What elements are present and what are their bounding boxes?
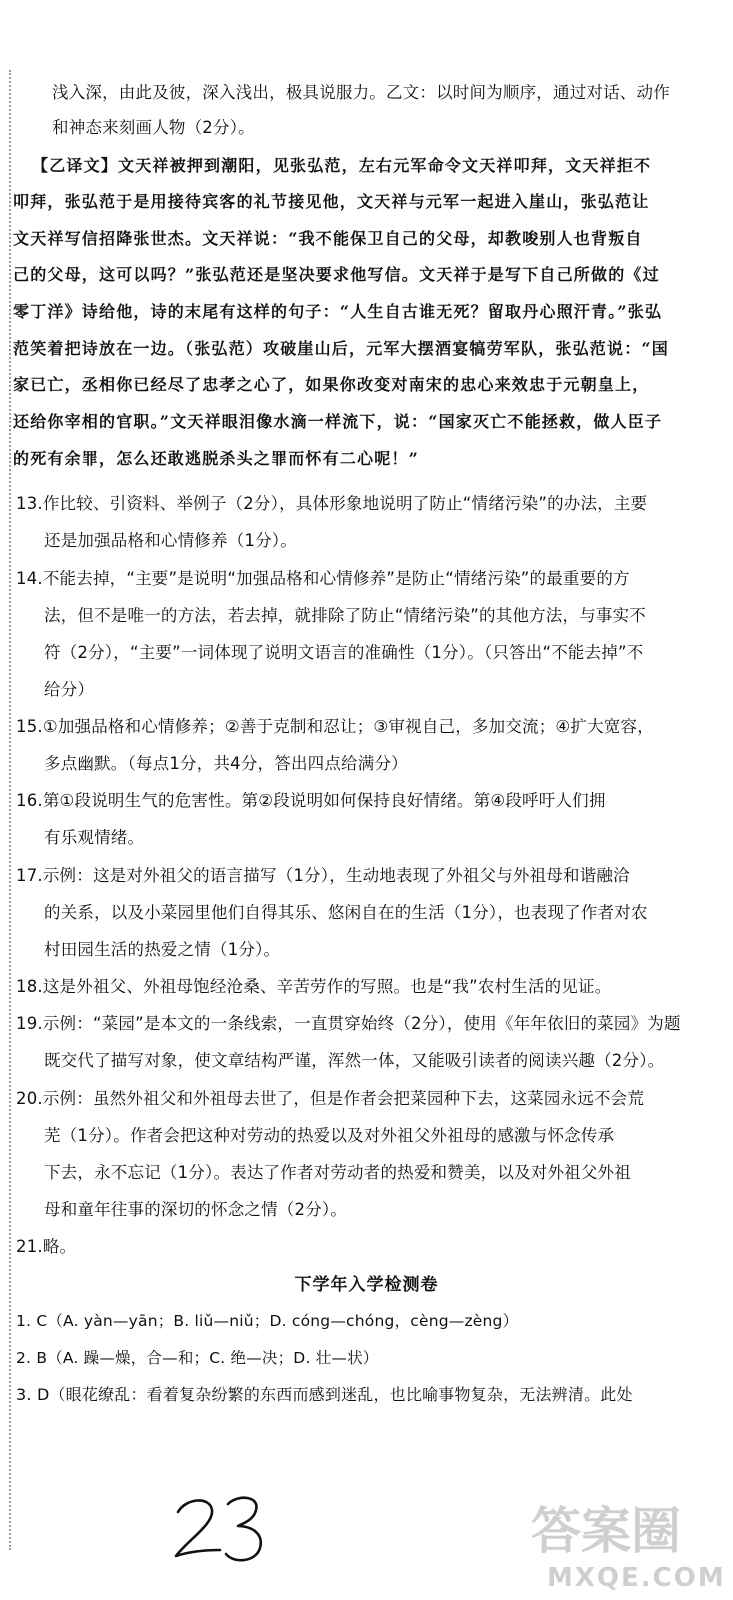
handwritten-page-number	[168, 1490, 278, 1570]
translation-line-7: 家已亡，丞相你已经尽了忠孝之心了，如果你改变对南宋的忠心来效忠于元朝皇上，	[13, 375, 650, 394]
translation-line-5: 零丁洋》诗给他，诗的末尾有这样的句子：“人生自古谁无死？留取丹心照汗青。”张弘	[13, 302, 663, 321]
answer-15-line-1: 15.①加强品格和心情修养；②善于克制和忍让；③审视自己，多加交流；④扩大宽容，	[16, 717, 654, 736]
answer-13-line-1: 13.作比较、引资料、举例子（2分），具体形象地说明了防止“情绪污染”的办法，主要	[16, 494, 648, 513]
answer-20-line-4: 母和童年往事的深切的怀念之情（2分）。	[44, 1200, 348, 1219]
answer-15-line-2: 多点幽默。（每点1分，共4分，答出四点给满分）	[44, 754, 408, 773]
section-title: 下学年入学检测卷	[294, 1275, 439, 1295]
translation-line-3: 文天祥写信招降张世杰。文天祥说：“我不能保卫自己的父母，却教唆别人也背叛自	[13, 229, 643, 248]
translation-line-9: 的死有余罪，怎么还敢逃脱杀头之罪而怀有二心呢！”	[13, 449, 420, 468]
translation-text-1: 文天祥被押到潮阳，见张弘范，左右元军命令文天祥叩拜，文天祥拒不	[118, 156, 652, 175]
binding-margin-rule	[9, 70, 11, 1550]
answer-20-line-3: 下去，永不忘记（1分）。表达了作者对劳动者的热爱和赞美，以及对外祖父外祖	[44, 1163, 631, 1182]
translation-line-6: 范笑着把诗放在一边。（张弘范）攻破崖山后，元军大摆酒宴犒劳军队，张弘范说：“国	[13, 339, 670, 358]
answer-19-line-2: 既交代了描写对象，使文章结构严谨，浑然一体，又能吸引读者的阅读兴趣（2分）。	[44, 1051, 665, 1070]
watermark-url: MXQE.COM	[547, 1563, 726, 1593]
answer-17-line-3: 村田园生活的热爱之情（1分）。	[44, 940, 281, 959]
answer-19-line-1: 19.示例：“菜园”是本文的一条线索，一直贯穿始终（2分），使用《年年依旧的菜园》为题	[16, 1014, 681, 1033]
answer-14-line-3: 符（2分），“主要”一词体现了说明文语言的准确性（1分）。（只答出“不能去掉”不	[44, 643, 644, 662]
answer-14-line-2: 法，但不是唯一的方法，若去掉，就排除了防止“情绪污染”的其他方法，与事实不	[44, 606, 646, 625]
answer-continuation-line-2: 和神态来刻画人物（2分）。	[52, 118, 255, 137]
answer-17-line-2: 的关系，以及小菜园里他们自得其乐、悠闲自在的生活（1分），也表现了作者对农	[44, 903, 648, 922]
translation-line-8: 还给你宰相的官职。”文天祥眼泪像水滴一样流下，说：“国家灭亡不能拯救，做人臣子	[13, 412, 663, 431]
translation-line-1	[32, 155, 651, 177]
watermark-main-text: 答案圈	[531, 1502, 681, 1560]
watermark-logo	[523, 1490, 728, 1595]
answer-16-line-1: 16.第①段说明生气的危害性。第②段说明如何保持良好情绪。第④段呼吁人们拥	[16, 791, 606, 810]
answer-continuation-line-1: 浅入深，由此及彼，深入浅出，极具说服力。乙文：以时间为顺序，通过对话、动作	[52, 83, 670, 102]
section-answer-1: 1. C（A. yàn—yān；B. liǔ—niǔ；D. cóng—chóng，cèng—zèng）	[16, 1312, 519, 1330]
translation-heading: 【乙译文】	[32, 156, 119, 175]
section-answer-2: 2. B（A. 躁—燥，合—和；C. 绝—决；D. 壮—状）	[16, 1349, 379, 1367]
translation-line-4: 己的父母，这可以吗？”张弘范还是坚决要求他写信。文天祥于是写下自己所做的《过	[13, 265, 660, 284]
section-answer-3: 3. D（眼花缭乱：看着复杂纷繁的东西而感到迷乱，也比喻事物复杂，无法辨清。此处	[16, 1385, 633, 1404]
answer-17-line-1: 17.示例：这是对外祖父的语言描写（1分），生动地表现了外祖父与外祖母和谐融洽	[16, 866, 630, 885]
answer-13-line-2: 还是加强品格和心情修养（1分）。	[44, 531, 297, 550]
answer-21-line-1: 21.略。	[16, 1237, 77, 1256]
answer-20-line-1: 20.示例：虽然外祖父和外祖母去世了，但是作者会把菜园种下去，这菜园永远不会荒	[16, 1089, 645, 1108]
answer-20-line-2: 芜（1分）。作者会把这种对劳动的热爱以及对外祖父外祖母的感激与怀念传承	[44, 1126, 615, 1145]
answer-14-line-4: 给分）	[44, 680, 95, 699]
answer-16-line-2: 有乐观情绪。	[44, 828, 145, 847]
translation-line-2: 叩拜，张弘范于是用接待宾客的礼节接见他，文天祥与元军一起进入崖山，张弘范让	[13, 192, 650, 211]
answer-18-line-1: 18.这是外祖父、外祖母饱经沧桑、辛苦劳作的写照。也是“我”农村生活的见证。	[16, 977, 612, 996]
answer-14-line-1: 14.不能去掉，“主要”是说明“加强品格和心情修养”是防止“情绪污染”的最重要的方	[16, 569, 630, 588]
